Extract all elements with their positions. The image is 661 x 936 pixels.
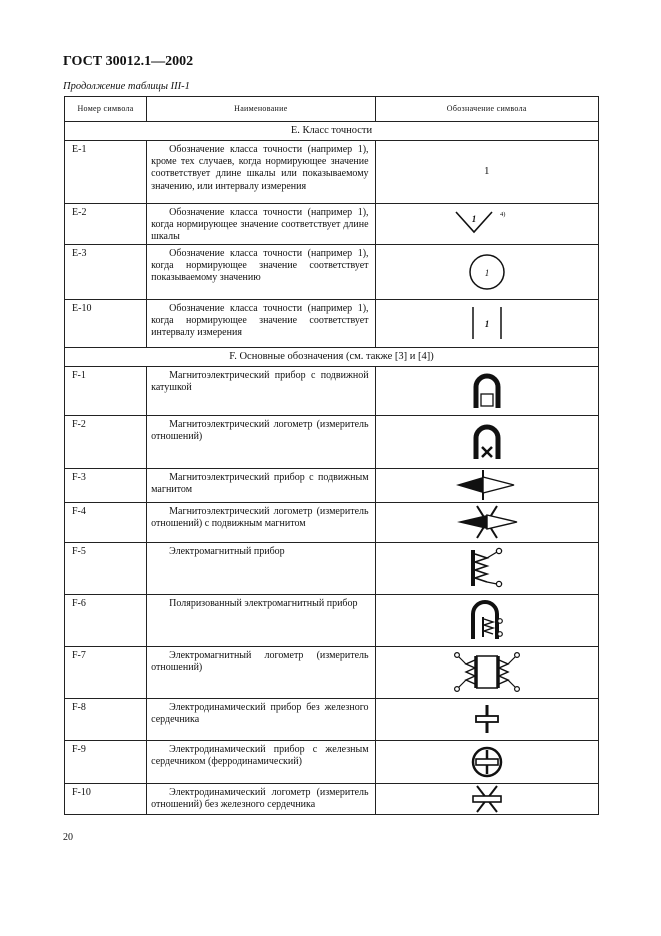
symbol-name: Обозначение класса точности (например 1), когда нормирующее значение соответствует показываемому значению xyxy=(147,244,375,299)
table-header-row xyxy=(65,97,599,122)
class-check-mark-icon xyxy=(452,208,522,240)
class-1-icon: 1 xyxy=(484,165,490,178)
section-title: E. Класс точности xyxy=(65,122,599,141)
column-header-number: Номер символа xyxy=(65,97,147,122)
symbol-number: F-8 xyxy=(65,698,147,740)
moving-magnet-icon xyxy=(454,469,520,501)
table-row xyxy=(65,502,599,542)
moving-coil-icon xyxy=(470,370,504,412)
symbol-number: E-2 xyxy=(65,204,147,245)
electrodynamic-icon xyxy=(472,703,502,735)
moving-magnet-ratiometer-icon xyxy=(455,504,519,540)
symbol-name: Электродинамический логометр (измеритель отношений) без железного сердечника xyxy=(147,783,375,814)
table-row xyxy=(65,366,599,415)
symbol-number: E-1 xyxy=(65,141,147,204)
symbol-number: E-10 xyxy=(65,299,147,347)
symbol-number: F-2 xyxy=(65,415,147,468)
column-header-symbol: Обозначение символа xyxy=(375,97,598,122)
symbol-name: Электромагнитный прибор xyxy=(147,542,375,594)
symbol-number: F-10 xyxy=(65,783,147,814)
class-value: 1 xyxy=(484,267,490,278)
symbol-cell xyxy=(375,740,598,783)
symbol-cell xyxy=(375,542,598,594)
ferrodynamic-icon xyxy=(470,745,504,779)
symbol-cell xyxy=(375,244,598,299)
page-number: 20 xyxy=(63,832,73,843)
table-row xyxy=(65,244,599,299)
symbol-name: Обозначение класса точности (например 1), когда нормирующее значение соответствует интервалу измерения xyxy=(147,299,375,347)
symbol-name: Магнитоэлектрический логометр (измеритель отношений) xyxy=(147,415,375,468)
symbol-number: F-4 xyxy=(65,502,147,542)
symbol-cell xyxy=(375,415,598,468)
moving-coil-ratiometer-icon xyxy=(470,421,504,463)
electromagnetic-ratiometer-icon xyxy=(452,650,522,694)
footnote-mark: 4) xyxy=(499,210,506,218)
doc-title: ГОСТ 30012.1—2002 xyxy=(63,54,194,69)
table-row xyxy=(65,415,599,468)
table-caption: Продолжение таблицы III-1 xyxy=(63,81,190,92)
table-row xyxy=(65,594,599,646)
electrodynamic-ratiometer-icon xyxy=(470,784,504,814)
symbols-table xyxy=(64,96,599,815)
symbol-cell xyxy=(375,299,598,347)
table-row xyxy=(65,141,599,204)
table-row xyxy=(65,542,599,594)
symbol-cell xyxy=(375,366,598,415)
symbol-number: F-5 xyxy=(65,542,147,594)
symbol-number: F-6 xyxy=(65,594,147,646)
class-bars-icon xyxy=(469,305,505,341)
electromagnetic-icon xyxy=(467,546,507,590)
column-header-name: Наименование xyxy=(147,97,375,122)
table-row xyxy=(65,204,599,245)
symbol-name: Поляризованный электромагнитный прибор xyxy=(147,594,375,646)
symbol-number: F-7 xyxy=(65,646,147,698)
symbol-cell xyxy=(375,594,598,646)
symbol-cell xyxy=(375,783,598,814)
symbol-number: E-3 xyxy=(65,244,147,299)
symbol-name: Электромагнитный логометр (измеритель отношений) xyxy=(147,646,375,698)
symbol-cell xyxy=(375,698,598,740)
symbol-name: Магнитоэлектрический логометр (измеритель отношений) с подвижным магнитом xyxy=(147,502,375,542)
symbol-cell xyxy=(375,502,598,542)
symbol-number: F-3 xyxy=(65,468,147,502)
symbol-cell xyxy=(375,204,598,245)
class-circle-icon xyxy=(467,253,507,291)
section-row xyxy=(65,122,599,141)
symbol-name: Обозначение класса точности (например 1), когда нормирующее значение соответствует длине шкалы xyxy=(147,204,375,245)
table-row xyxy=(65,740,599,783)
symbol-name: Электродинамический прибор с железным сердечником (ферродинамический) xyxy=(147,740,375,783)
class-value: 1 xyxy=(471,213,477,224)
symbol-name: Электродинамический прибор без железного сердечника xyxy=(147,698,375,740)
section-title: F. Основные обозначения (см. также [3] и [4]) xyxy=(65,347,599,366)
table-row xyxy=(65,646,599,698)
table-row xyxy=(65,299,599,347)
polarized-electromagnetic-icon xyxy=(467,597,507,643)
symbol-number: F-1 xyxy=(65,366,147,415)
symbol-name: Обозначение класса точности (например 1), кроме тех случаев, когда нормирующее значение соответствует длине шкалы или показываемому значению, или интервалу измерения xyxy=(147,141,375,204)
symbol-cell xyxy=(375,468,598,502)
symbol-cell xyxy=(375,141,598,204)
section-row xyxy=(65,347,599,366)
table-row xyxy=(65,698,599,740)
symbol-number: F-9 xyxy=(65,740,147,783)
symbol-name: Магнитоэлектрический прибор с подвижной катушкой xyxy=(147,366,375,415)
symbol-name: Магнитоэлектрический прибор с подвижным магнитом xyxy=(147,468,375,502)
table-row xyxy=(65,468,599,502)
table-row xyxy=(65,783,599,814)
symbol-cell xyxy=(375,646,598,698)
class-value: 1 xyxy=(484,319,490,330)
